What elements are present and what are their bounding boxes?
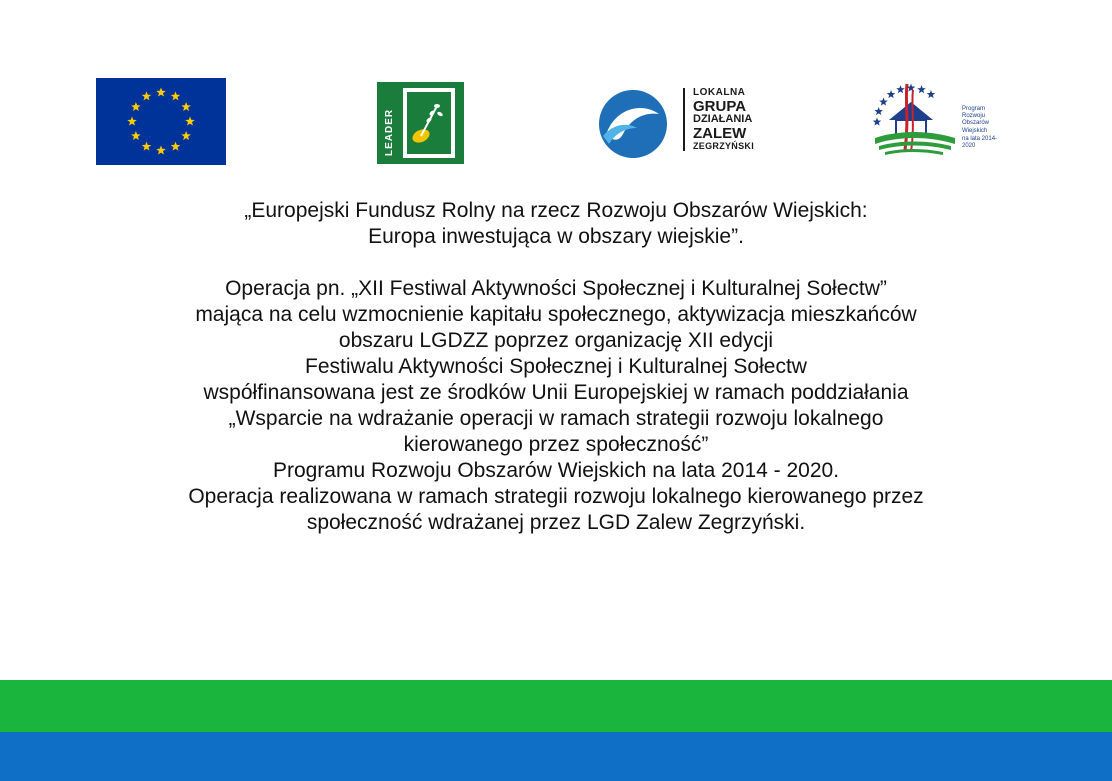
body-line-5: współfinansowana jest ze środków Unii Europejskiej w ramach poddziałania	[203, 381, 909, 404]
leader-text: LEADER	[384, 108, 395, 156]
prow-logo	[869, 80, 1004, 160]
heading-line-2: Europa inwestująca w obszary wiejskie”.	[368, 225, 744, 248]
leader-logo	[377, 82, 464, 164]
eu-star-icon	[181, 131, 191, 140]
eu-star-icon	[181, 102, 191, 111]
prow-emblem-icon	[869, 80, 959, 160]
eu-star-icon	[185, 117, 195, 126]
eu-star-icon	[156, 88, 166, 97]
announcement-text	[0, 198, 1112, 536]
lgd-line-4: ZALEW	[693, 124, 747, 142]
paragraph-gap	[0, 250, 1112, 276]
footer-blue-band	[0, 732, 1112, 781]
lgd-line-3: DZIAŁANIA	[693, 113, 753, 126]
prow-star-icon	[887, 90, 896, 98]
prow-line-1: Program	[962, 106, 986, 112]
prow-line-2: Rozwoju	[962, 113, 986, 120]
eu-stars-icon	[96, 78, 226, 165]
eu-star-icon	[142, 91, 152, 100]
body-line-10: społeczność wdrażanej przez LGD Zalew Zegrzyński.	[306, 511, 806, 534]
body-line-8: Programu Rozwoju Obszarów Wiejskich na lata 2014 - 2020.	[272, 459, 840, 482]
eu-star-icon	[131, 131, 141, 140]
prow-line-3: Obszarów	[962, 120, 990, 127]
prow-star-icon	[873, 118, 882, 126]
body-line-7: kierowanego przez społeczność”	[403, 433, 709, 456]
body-line-1: Operacja pn. „XII Festiwal Aktywności Społecznej i Kulturalnej Sołectw”	[225, 277, 887, 300]
prow-star-icon	[927, 90, 936, 98]
leader-emblem-icon	[377, 82, 464, 164]
lgd-line-1: LOKALNA	[693, 87, 746, 98]
body-line-9: Operacja realizowana w ramach strategii rozwoju lokalnego kierowanego przez	[188, 485, 924, 508]
eu-star-icon	[171, 142, 181, 151]
heading-line-1: „Europejski Fundusz Rolny na rzecz Rozwoju Obszarów Wiejskich:	[244, 199, 868, 222]
eu-star-icon	[131, 102, 141, 111]
prow-star-icon	[896, 85, 905, 93]
prow-line-5: na lata 2014-2020	[962, 135, 998, 149]
lgd-line-2: GRUPA	[693, 97, 747, 115]
lgd-circle-icon	[597, 88, 669, 160]
eu-star-icon	[127, 117, 137, 126]
body-line-2: mająca na celu wzmocnienie kapitału społecznego, aktywizacja mieszkańców	[195, 303, 917, 326]
prow-text-block	[962, 106, 1004, 150]
body-line-4: Festiwalu Aktywności Społecznej i Kulturalnej Sołectw	[305, 355, 807, 378]
eu-star-icon	[156, 146, 166, 155]
prow-line-4: Wiejskich	[962, 127, 988, 134]
footer-green-band	[0, 680, 1112, 732]
eu-star-icon	[171, 91, 181, 100]
prow-star-icon	[874, 107, 883, 115]
eu-star-icon	[142, 142, 152, 151]
logo-bar	[0, 0, 1112, 175]
body-line-3: obszaru LGDZZ poprzez organizację XII edycji	[338, 329, 774, 352]
lgd-line-5: ZEGRZYŃSKI	[693, 140, 755, 151]
prow-star-icon	[879, 98, 888, 106]
body-line-6: „Wsparcie na wdrażanie operacji w ramach strategii rozwoju lokalnego	[228, 407, 884, 430]
eu-flag-logo	[96, 78, 226, 165]
lgd-zalew-logo	[597, 86, 757, 162]
lgd-text-block	[683, 88, 754, 151]
prow-star-icon	[917, 85, 926, 93]
